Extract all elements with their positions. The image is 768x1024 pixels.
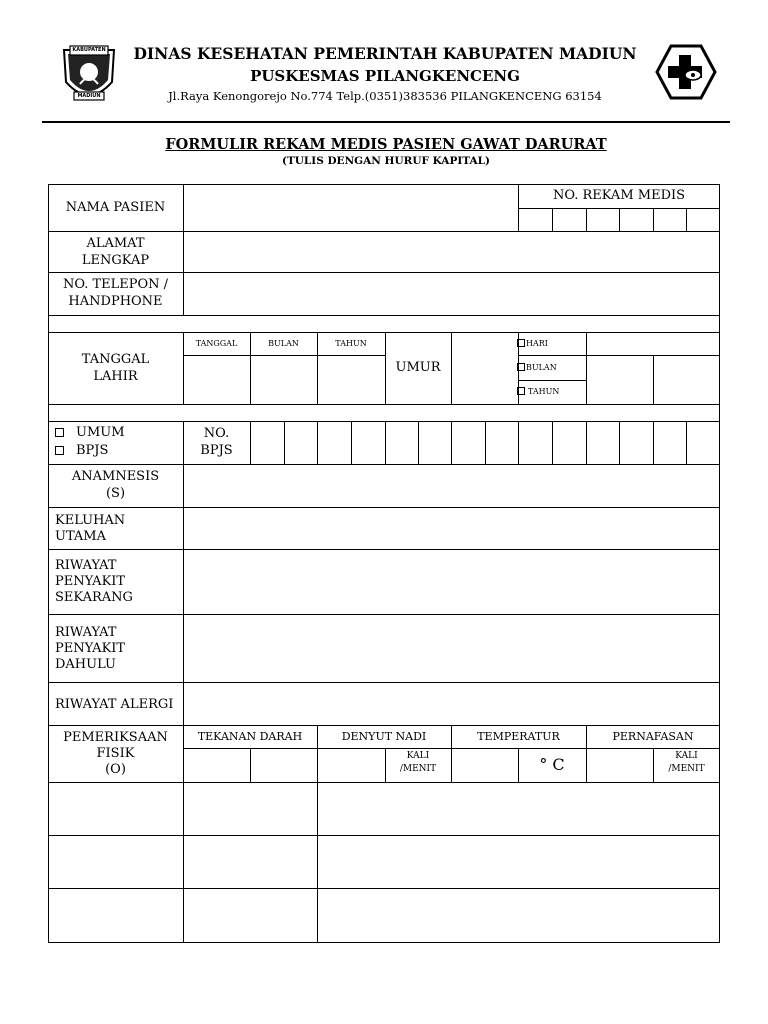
label-anamnesis-1: ANAMNESIS — [71, 469, 160, 484]
grid-line — [451, 421, 452, 464]
grid-line — [317, 725, 318, 942]
grid-line — [48, 725, 720, 726]
label-rps-3: SEKARANG — [55, 590, 133, 605]
grid-line — [48, 404, 720, 405]
label-derajat-celcius: ° C — [539, 755, 565, 774]
grid-line — [48, 272, 720, 273]
checkbox-tahun[interactable] — [517, 387, 525, 395]
grid-line — [48, 184, 720, 185]
label-kali-1: KALI — [406, 751, 430, 761]
label-telepon-2: HANDPHONE — [68, 294, 163, 309]
grid-line — [48, 682, 720, 683]
label-alamat-2: LENGKAP — [81, 253, 150, 268]
grid-line — [183, 184, 184, 315]
label-hari: HARI — [526, 339, 548, 348]
grid-line — [686, 421, 687, 464]
grid-line — [48, 231, 720, 232]
grid-line — [518, 380, 586, 381]
grid-line — [317, 421, 318, 464]
grid-line — [653, 208, 654, 231]
label-keluhan-1: KELUHAN — [55, 513, 126, 528]
grid-line — [183, 355, 385, 356]
label-bulan-umur: BULAN — [526, 363, 557, 372]
label-tanggal-lahir-2: LAHIR — [93, 369, 138, 384]
label-menit-1: /MENIT — [399, 764, 437, 774]
grid-line — [418, 421, 419, 464]
grid-line — [48, 507, 720, 508]
label-anamnesis-2: (S) — [105, 486, 126, 501]
label-denyut-nadi: DENYUT NADI — [341, 730, 427, 743]
label-kali-2: KALI — [675, 751, 698, 761]
grid-line — [653, 355, 654, 404]
seal-text-bottom: MADIUN — [77, 93, 101, 99]
label-bpjs: BPJS — [76, 443, 109, 458]
grid-line — [48, 464, 720, 465]
seal-text-top: KABUPATEN — [72, 47, 106, 53]
form-subtitle: (TULIS DENGAN HURUF KAPITAL) — [281, 155, 490, 167]
grid-line — [48, 332, 720, 333]
grid-line — [48, 549, 720, 550]
checkbox-umum[interactable] — [55, 428, 64, 437]
grid-line — [719, 184, 720, 942]
label-tanggal-lahir-1: TANGGAL — [81, 352, 150, 367]
grid-line — [48, 782, 720, 783]
grid-line — [451, 332, 452, 404]
grid-line — [586, 332, 587, 404]
madiun-seal-logo — [58, 42, 120, 108]
grid-line — [183, 421, 184, 942]
checkbox-bpjs[interactable] — [55, 446, 64, 455]
label-pemeriksaan-3: (O) — [105, 762, 126, 777]
label-tahun: TAHUN — [335, 339, 367, 348]
grid-line — [586, 421, 587, 464]
grid-line — [518, 355, 720, 356]
grid-line — [619, 208, 620, 231]
label-rpd-1: RIWAYAT — [55, 625, 117, 640]
label-temperatur: TEMPERATUR — [477, 730, 560, 743]
grid-line — [48, 315, 720, 316]
label-keluhan-2: UTAMA — [55, 529, 107, 544]
grid-line — [552, 421, 553, 464]
label-rps-2: PENYAKIT — [55, 574, 126, 589]
label-tahun-umur: TAHUN — [528, 387, 560, 396]
header-puskesmas: PUSKESMAS PILANGKENCENG — [250, 67, 520, 85]
grid-line — [250, 748, 251, 782]
grid-line — [48, 614, 720, 615]
grid-line — [653, 421, 654, 464]
label-menit-2: /MENIT — [668, 764, 705, 774]
label-alamat-1: ALAMAT — [86, 236, 145, 251]
grid-line — [619, 421, 620, 464]
header-address: Jl.Raya Kenongorejo No.774 Telp.(0351)383536 PILANGKENCENG 63154 — [168, 89, 602, 103]
label-riwayat-alergi: RIWAYAT ALERGI — [55, 697, 174, 712]
label-umum: UMUM — [76, 425, 125, 440]
label-umur: UMUR — [395, 360, 441, 375]
grid-line — [250, 421, 251, 464]
label-pernafasan: PERNAFASAN — [612, 730, 694, 743]
grid-line — [485, 421, 486, 464]
grid-line — [385, 421, 386, 464]
form-title: FORMULIR REKAM MEDIS PASIEN GAWAT DARURAT — [165, 136, 607, 153]
grid-line — [586, 208, 587, 231]
label-rpd-2: PENYAKIT — [55, 641, 126, 656]
label-tanggal: TANGGAL — [195, 339, 238, 348]
label-bulan: BULAN — [268, 339, 299, 348]
checkbox-hari[interactable] — [517, 339, 525, 347]
label-no-bpjs-2: BPJS — [200, 443, 233, 458]
label-telepon-1: NO. TELEPON / — [62, 277, 169, 292]
label-rps-1: RIWAYAT — [55, 558, 117, 573]
grid-line — [518, 421, 519, 464]
label-pemeriksaan-1: PEMERIKSAAN — [63, 730, 168, 745]
label-no-bpjs-1: NO. — [203, 426, 230, 441]
checkbox-bulan[interactable] — [517, 363, 525, 371]
label-tekanan-darah: TEKANAN DARAH — [197, 730, 303, 743]
label-no-rekam-medis: NO. REKAM MEDIS — [552, 188, 686, 203]
grid-line — [48, 942, 720, 943]
header-divider — [42, 121, 730, 123]
grid-line — [48, 888, 720, 889]
header-agency: DINAS KESEHATAN PEMERINTAH KABUPATEN MADIUN — [133, 44, 637, 63]
label-pemeriksaan-2: FISIK — [96, 746, 135, 761]
puskesmas-logo — [655, 44, 717, 100]
grid-line — [351, 421, 352, 464]
grid-line — [552, 208, 553, 231]
grid-line — [48, 835, 720, 836]
label-nama-pasien: NAMA PASIEN — [65, 200, 166, 215]
grid-line — [686, 208, 687, 231]
grid-line — [284, 421, 285, 464]
label-rpd-3: DAHULU — [55, 657, 116, 672]
